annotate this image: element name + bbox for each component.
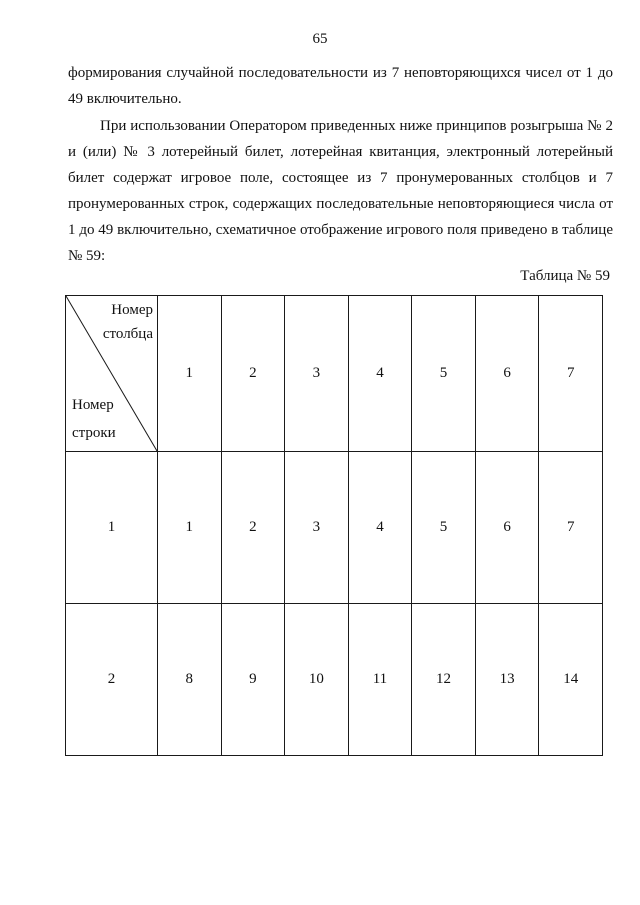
paragraph-intro: формирования случайной последовательности из 7 неповторяющихся чисел от 1 до 49 включительно.	[68, 65, 613, 107]
table-cell: 3	[285, 452, 349, 604]
column-header: 4	[348, 296, 412, 452]
column-header: 1	[158, 296, 222, 452]
table-cell: 8	[158, 604, 222, 756]
column-header: 3	[285, 296, 349, 452]
table-cell: 2	[221, 452, 285, 604]
table-cell: 6	[475, 452, 539, 604]
table-cell: 12	[412, 604, 476, 756]
row-label: 1	[66, 452, 158, 604]
column-header: 2	[221, 296, 285, 452]
column-header: 5	[412, 296, 476, 452]
row-number-label: Номер строки	[72, 397, 116, 441]
game-field-table	[65, 295, 603, 756]
table-cell: 13	[475, 604, 539, 756]
corner-cell	[66, 296, 158, 452]
table-cell: 5	[412, 452, 476, 604]
row-label: 2	[66, 604, 158, 756]
table-cell: 10	[285, 604, 349, 756]
column-header: 7	[539, 296, 603, 452]
paragraph-main: При использовании Оператором приведенных ниже принципов розыгрыша № 2 и (или) № 3 лотерейный билет, лотерейная квитанция, электронный лотерейный билет содержат игровое поле, состоящее из 7 пронумерованных столбцов и 7 пронумерованных строк, содержащих последовательные неповторяющиеся числа от 1 до 49 включительно, схематичное отображение игрового поля приведено в таблице № 59:	[68, 118, 613, 264]
table-cell: 14	[539, 604, 603, 756]
table-row	[66, 452, 603, 604]
page-number: 65	[312, 31, 328, 47]
column-header: 6	[475, 296, 539, 452]
table-cell: 1	[158, 452, 222, 604]
table-row	[66, 604, 603, 756]
table-cell: 11	[348, 604, 412, 756]
table-cell: 7	[539, 452, 603, 604]
table-cell: 4	[348, 452, 412, 604]
table-header-row	[66, 296, 603, 452]
column-number-label: Номер столбца	[102, 302, 153, 342]
table-caption: Таблица № 59	[520, 268, 610, 284]
table-cell: 9	[221, 604, 285, 756]
